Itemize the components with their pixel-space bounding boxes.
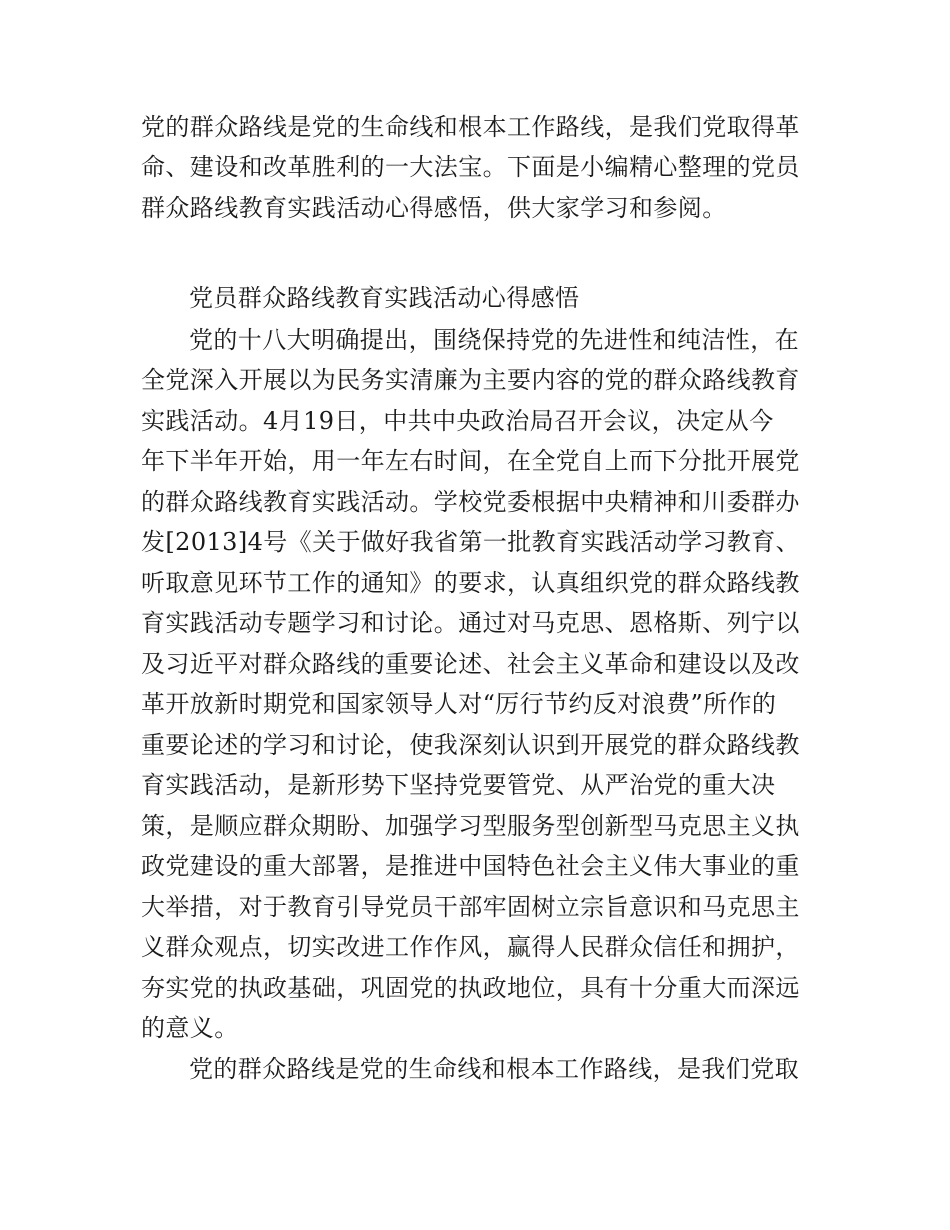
paragraph-line: 义群众观点，切实改进工作作风，赢得人民群众信任和拥护， [141,933,800,961]
paragraph-line: 育实践活动，是新形势下坚持党要管党、从严治党的重大决 [141,771,776,799]
section-heading: 党员群众路线教育实践活动心得感悟 [189,284,580,312]
paragraph-line: 年下半年开始，用一年左右时间，在全党自上而下分批开展党 [141,447,800,475]
paragraph-line: 革开放新时期党和国家领导人对“厉行节约反对浪费”所作的 [141,690,777,718]
intro-line: 党的群众路线是党的生命线和根本工作路线，是我们党取得革 [141,113,800,141]
paragraph-line: 全党深入开展以为民务实清廉为主要内容的党的群众路线教育 [141,366,800,394]
paragraph-line: 听取意见环节工作的通知》的要求，认真组织党的群众路线教 [141,569,800,597]
paragraph-line: 发[2013]4号《关于做好我省第一批教育实践活动学习教育、 [141,528,801,556]
paragraph-line: 重要论述的学习和讨论，使我深刻认识到开展党的群众路线教 [141,731,800,759]
paragraph-line: 的群众路线教育实践活动。学校党委根据中央精神和川委群办 [141,488,800,516]
paragraph-line: 党的群众路线是党的生命线和根本工作路线，是我们党取 [189,1055,799,1083]
paragraph-line: 政党建设的重大部署，是推进中国特色社会主义伟大事业的重 [141,852,800,880]
paragraph-line: 实践活动。4月19日，中共中央政治局召开会议，决定从今 [141,407,774,435]
paragraph-line: 的意义。 [141,1014,239,1042]
paragraph-line: 及习近平对群众路线的重要论述、社会主义革命和建设以及改 [141,650,800,678]
paragraph-line: 党的十八大明确提出，围绕保持党的先进性和纯洁性，在 [189,326,799,354]
intro-line: 命、建设和改革胜利的一大法宝。下面是小编精心整理的党员 [141,153,800,181]
paragraph-line: 夯实党的执政基础，巩固党的执政地位，具有十分重大而深远 [141,974,800,1002]
paragraph-line: 育实践活动专题学习和讨论。通过对马克思、恩格斯、列宁以 [141,609,800,637]
paragraph-line: 大举措，对于教育引导党员干部牢固树立宗旨意识和马克思主 [141,893,800,921]
intro-line: 群众路线教育实践活动心得感悟，供大家学习和参阅。 [141,194,727,222]
paragraph-line: 策，是顺应群众期盼、加强学习型服务型创新型马克思主义执 [141,812,800,840]
